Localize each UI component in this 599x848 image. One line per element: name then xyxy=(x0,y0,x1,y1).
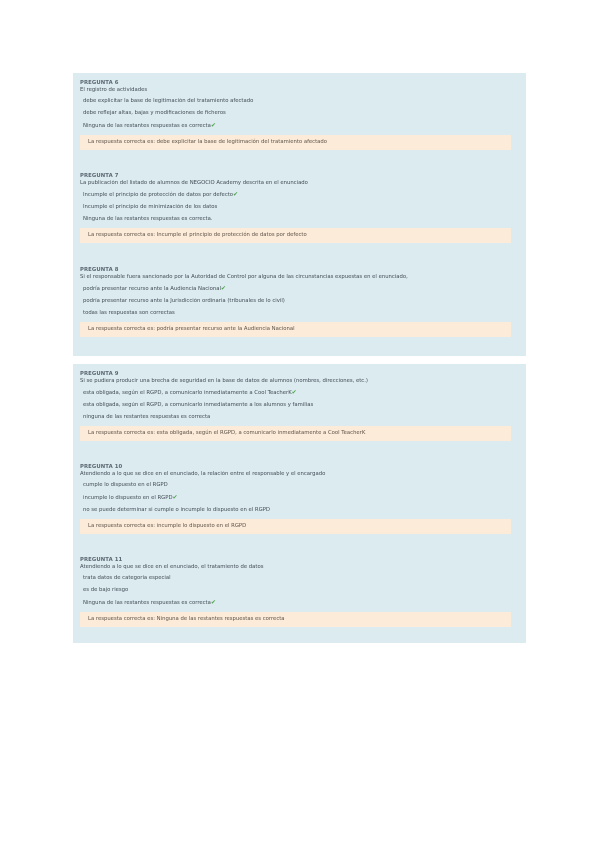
answer-option: esta obligada, según el RGPD, a comunicarlo inmediatamente a Cool TeacherK✔ xyxy=(83,389,297,396)
correct-answer-feedback: La respuesta correcta es: podría presentar recurso ante la Audiencia Nacional xyxy=(80,322,511,337)
question-header: PREGUNTA 11 xyxy=(80,557,123,563)
question-8 xyxy=(80,267,518,337)
correct-answer-feedback: La respuesta correcta es: Incumple el principio de protección de datos por defecto xyxy=(80,228,511,243)
question-text: El registro de actividades xyxy=(80,87,148,93)
answer-option: Ninguna de las restantes respuestas es correcta✔ xyxy=(83,122,216,129)
question-header: PREGUNTA 10 xyxy=(80,464,123,470)
check-icon: ✔ xyxy=(210,599,216,606)
answer-option: ninguna de las restantes respuestas es correcta xyxy=(83,414,211,420)
question-6 xyxy=(80,80,518,150)
answer-option: Incumple el principio de minimización de los datos xyxy=(83,204,218,210)
question-text: Atendiendo a lo que se dice en el enunciado, la relación entre el responsable y el encargado xyxy=(80,471,326,477)
answer-option: cumple lo dispuesto en el RGPD xyxy=(83,482,168,488)
question-text: Si se pudiera producir una brecha de seguridad en la base de datos de alumnos (nombres, direcciones, etc.) xyxy=(80,378,368,384)
question-9 xyxy=(80,371,518,441)
answer-option: es de bajo riesgo xyxy=(83,587,129,593)
answer-option: Ninguna de las restantes respuestas es correcta✔ xyxy=(83,599,216,606)
check-icon: ✔ xyxy=(233,191,239,198)
question-text: Si el responsable fuera sancionado por la Autoridad de Control por alguna de las circunstancias expuestas en el enunciado, xyxy=(80,274,408,280)
answer-option: debe explicitar la base de legitimación del tratamiento afectado xyxy=(83,98,254,104)
answer-option: trata datos de categoría especial xyxy=(83,575,171,581)
questions-panel-2 xyxy=(73,364,526,643)
correct-answer-feedback: La respuesta correcta es: esta obligada, según el RGPD, a comunicarlo inmediatamente a Cool TeacherK xyxy=(80,426,511,441)
question-header: PREGUNTA 8 xyxy=(80,267,119,273)
check-icon: ✔ xyxy=(291,389,297,396)
question-11 xyxy=(80,557,518,627)
question-header: PREGUNTA 9 xyxy=(80,371,119,377)
answer-option: Ninguna de las restantes respuestas es correcta. xyxy=(83,216,213,222)
question-text: Atendiendo a lo que se dice en el enunciado, el tratamiento de datos xyxy=(80,564,264,570)
check-icon: ✔ xyxy=(220,285,226,292)
answer-option: Incumple el principio de protección de datos por defecto✔ xyxy=(83,191,239,198)
correct-answer-feedback: La respuesta correcta es: Ninguna de las restantes respuestas es correcta xyxy=(80,612,511,627)
answer-option: podría presentar recurso ante la Audiencia Nacional✔ xyxy=(83,285,226,292)
question-10 xyxy=(80,464,518,534)
question-text: La publicación del listado de alumnos de NEGOCIO Academy descrita en el enunciado xyxy=(80,180,308,186)
correct-answer-feedback: La respuesta correcta es: debe explicitar la base de legitimación del tratamiento afectado xyxy=(80,135,511,150)
answer-option: no se puede determinar si cumple o incumple lo dispuesto en el RGPD xyxy=(83,507,270,513)
check-icon: ✔ xyxy=(210,122,216,129)
answer-option: incumple lo dispuesto en el RGPD✔ xyxy=(83,494,178,501)
answer-option: esta obligada, según el RGPD, a comunicarlo inmediatamente a los alumnos y familias xyxy=(83,402,314,408)
question-7 xyxy=(80,173,518,243)
questions-panel-1 xyxy=(73,73,526,356)
question-header: PREGUNTA 6 xyxy=(80,80,119,86)
question-header: PREGUNTA 7 xyxy=(80,173,119,179)
answer-option: debe reflejar altas, bajas y modificaciones de ficheros xyxy=(83,110,226,116)
check-icon: ✔ xyxy=(172,494,178,501)
correct-answer-feedback: La respuesta correcta es: incumple lo dispuesto en el RGPD xyxy=(80,519,511,534)
answer-option: podría presentar recurso ante la Jurisdicción ordinaria (tribunales de lo civil) xyxy=(83,298,285,304)
answer-option: todas las respuestas son correctas xyxy=(83,310,175,316)
